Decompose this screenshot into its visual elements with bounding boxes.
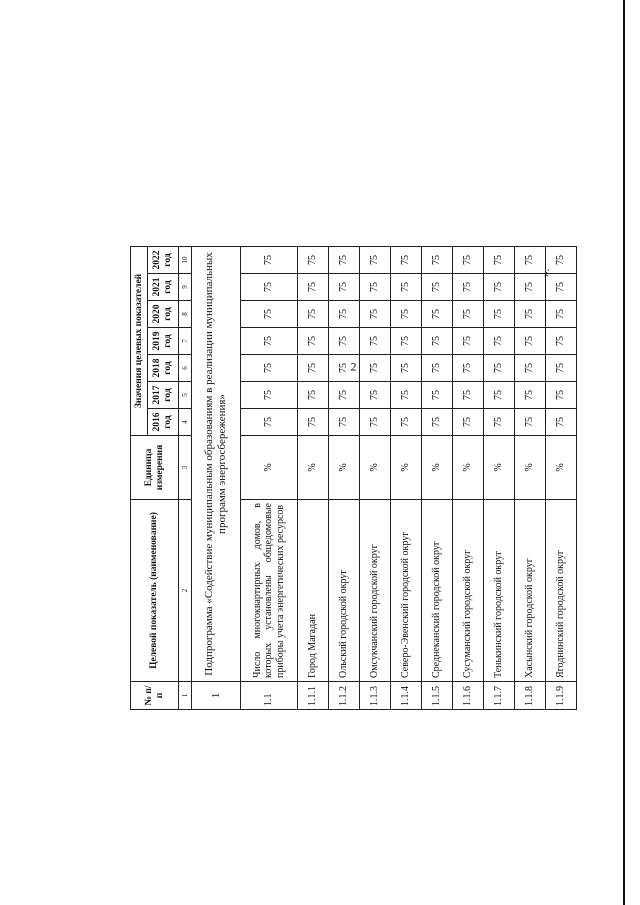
row-num: 1.1.7 <box>484 682 515 710</box>
row-value: 75 <box>360 409 391 436</box>
column-index-row <box>179 247 192 710</box>
closing-mark: ». <box>540 268 552 277</box>
row-value: 75 <box>298 409 329 436</box>
row-name: Число многоквартирных домов, в которых установлены общедомовые приборы учета энергетических ресурсов <box>241 500 298 682</box>
row-value: 75 <box>360 274 391 301</box>
target-indicators-table <box>130 246 577 710</box>
row-value: 75 <box>515 274 546 301</box>
row-value: 75 <box>329 382 360 409</box>
row-value: 75 <box>298 274 329 301</box>
row-value: 75 <box>360 301 391 328</box>
row-value: 75 <box>391 274 422 301</box>
header-row <box>131 247 148 710</box>
row-name: Среднеканский городской округ <box>422 500 453 682</box>
row-value: 75 <box>484 247 515 274</box>
row-unit: % <box>515 436 546 500</box>
row-value: 75 <box>453 409 484 436</box>
column-index: 10 <box>179 247 192 274</box>
page-rule <box>623 0 625 905</box>
row-value: 75 <box>515 409 546 436</box>
row-value: 75 <box>546 301 577 328</box>
row-name: Хасынский городской округ <box>515 500 546 682</box>
row-name: Омсукчанский городской округ <box>360 500 391 682</box>
row-value: 75 <box>329 274 360 301</box>
row-value: 75 <box>391 409 422 436</box>
row-value: 75 <box>484 355 515 382</box>
row-unit: % <box>391 436 422 500</box>
subprogram-num: 1 <box>192 682 241 710</box>
row-num: 1.1.5 <box>422 682 453 710</box>
row-unit: % <box>360 436 391 500</box>
row-value: 75 <box>546 274 577 301</box>
row-num: 1.1.4 <box>391 682 422 710</box>
row-value: 75 <box>453 382 484 409</box>
row-value: 75 <box>391 247 422 274</box>
row-value: 75 <box>329 247 360 274</box>
table-row <box>298 247 329 710</box>
row-value: 75 <box>422 382 453 409</box>
column-index: 8 <box>179 301 192 328</box>
row-name: Сусуманский городской округ <box>453 500 484 682</box>
table-row <box>241 247 298 710</box>
column-index: 7 <box>179 328 192 355</box>
row-value: 75 <box>298 247 329 274</box>
row-value: 75 <box>360 328 391 355</box>
row-value: 75 <box>241 382 298 409</box>
row-value: 75 <box>360 382 391 409</box>
row-value: 75 <box>298 355 329 382</box>
row-num: 1.1.9 <box>546 682 577 710</box>
header-unit: Единица измерения <box>131 436 179 500</box>
header-year: 2019 год <box>148 328 179 355</box>
subprogram-row <box>192 247 241 710</box>
row-value: 75 <box>422 355 453 382</box>
row-unit: % <box>453 436 484 500</box>
row-value: 75 <box>391 328 422 355</box>
header-year: 2022 год <box>148 247 179 274</box>
row-name: Тенькинский городской округ <box>484 500 515 682</box>
row-value: 75 <box>422 409 453 436</box>
header-year: 2021 год <box>148 274 179 301</box>
row-value: 75 <box>422 247 453 274</box>
row-value: 75 <box>422 274 453 301</box>
row-value: 75 <box>484 328 515 355</box>
row-value: 75 <box>546 409 577 436</box>
row-value: 75 <box>453 355 484 382</box>
closing-line <box>545 275 546 425</box>
table-row <box>360 247 391 710</box>
row-value: 75 <box>329 355 360 382</box>
row-value: 75 <box>241 274 298 301</box>
row-num: 1.1 <box>241 682 298 710</box>
row-value: 75 <box>329 328 360 355</box>
row-unit: % <box>329 436 360 500</box>
row-value: 75 <box>453 247 484 274</box>
table-row <box>546 247 577 710</box>
page-number: 2 <box>350 359 357 374</box>
row-value: 75 <box>360 247 391 274</box>
table-row <box>422 247 453 710</box>
row-unit: % <box>241 436 298 500</box>
column-index: 1 <box>179 682 192 710</box>
row-unit: % <box>422 436 453 500</box>
row-value: 75 <box>422 328 453 355</box>
row-value: 75 <box>422 301 453 328</box>
row-unit: % <box>484 436 515 500</box>
row-value: 75 <box>515 382 546 409</box>
subprogram-title: Подпрограмма «Содействие муниципальным образованиям в реализации муниципальных программ энергосбережения» <box>192 247 241 682</box>
row-num: 1.1.8 <box>515 682 546 710</box>
row-value: 75 <box>453 328 484 355</box>
row-num: 1.1.6 <box>453 682 484 710</box>
row-num: 1.1.2 <box>329 682 360 710</box>
row-value: 75 <box>515 247 546 274</box>
row-value: 75 <box>329 409 360 436</box>
row-value: 75 <box>515 301 546 328</box>
header-values: Значения целевых показателей <box>131 247 148 436</box>
header-year: 2017 год <box>148 382 179 409</box>
row-value: 75 <box>391 301 422 328</box>
row-value: 75 <box>546 247 577 274</box>
row-value: 75 <box>484 274 515 301</box>
column-index: 9 <box>179 274 192 301</box>
column-index: 3 <box>179 436 192 500</box>
header-year: 2018 год <box>148 355 179 382</box>
row-value: 75 <box>546 382 577 409</box>
row-value: 75 <box>453 301 484 328</box>
row-name: Город Магадан <box>298 500 329 682</box>
row-unit: % <box>298 436 329 500</box>
row-value: 75 <box>515 328 546 355</box>
table-row <box>515 247 546 710</box>
table-row <box>484 247 515 710</box>
row-value: 75 <box>298 382 329 409</box>
header-year: 2016 год <box>148 409 179 436</box>
row-value: 75 <box>360 355 391 382</box>
row-value: 75 <box>241 355 298 382</box>
table-row <box>453 247 484 710</box>
header-num: № п/п <box>131 682 179 710</box>
table-row <box>391 247 422 710</box>
row-value: 75 <box>391 382 422 409</box>
row-name: Ольский городской округ <box>329 500 360 682</box>
row-num: 1.1.1 <box>298 682 329 710</box>
row-value: 75 <box>515 355 546 382</box>
row-unit: % <box>546 436 577 500</box>
row-value: 75 <box>546 328 577 355</box>
header-indicator: Целевой показатель (наименование) <box>131 500 179 682</box>
header-year: 2020 год <box>148 301 179 328</box>
row-value: 75 <box>484 301 515 328</box>
row-value: 75 <box>241 409 298 436</box>
table-row <box>329 247 360 710</box>
row-value: 75 <box>298 328 329 355</box>
row-value: 75 <box>391 355 422 382</box>
column-index: 2 <box>179 500 192 682</box>
row-value: 75 <box>241 247 298 274</box>
row-value: 75 <box>453 274 484 301</box>
column-index: 6 <box>179 355 192 382</box>
row-name: Ягоднинский городской округ <box>546 500 577 682</box>
column-index: 4 <box>179 409 192 436</box>
row-value: 75 <box>484 409 515 436</box>
row-value: 75 <box>329 301 360 328</box>
column-index: 5 <box>179 382 192 409</box>
row-name: Северо-Эвенский городской округ <box>391 500 422 682</box>
row-value: 75 <box>484 382 515 409</box>
row-value: 75 <box>298 301 329 328</box>
row-value: 75 <box>546 355 577 382</box>
row-num: 1.1.3 <box>360 682 391 710</box>
row-value: 75 <box>241 328 298 355</box>
row-value: 75 <box>241 301 298 328</box>
